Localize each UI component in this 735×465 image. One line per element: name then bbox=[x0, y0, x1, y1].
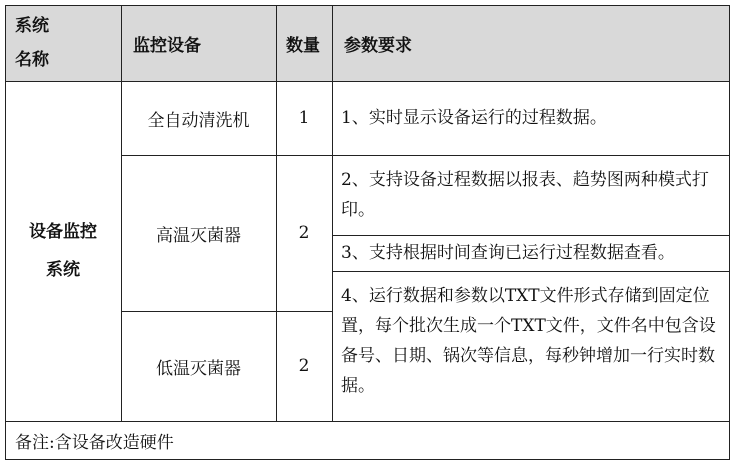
note-divider bbox=[5, 421, 730, 422]
col-divider-2 bbox=[276, 5, 277, 421]
col-divider-3 bbox=[332, 5, 333, 421]
row-divider-req-3 bbox=[332, 271, 730, 272]
device-quantity-1: 1 bbox=[298, 108, 310, 128]
device-quantity-3: 2 bbox=[298, 356, 310, 376]
header-system-name-line1: 系统 bbox=[15, 16, 49, 36]
table-border-top bbox=[5, 5, 730, 6]
col-divider-1 bbox=[121, 5, 122, 421]
requirement-4: 4、运行数据和参数以TXT文件形式存储到固定位置，每个批次生成一个TXT文件，文件名中包含设备号、日期、锅次等信息，每秒钟增加一行实时数据。 bbox=[341, 286, 716, 396]
header-system-name bbox=[5, 5, 121, 81]
header-system-name-line2: 名称 bbox=[15, 50, 49, 70]
table-border-right bbox=[729, 5, 730, 460]
system-name-cell bbox=[5, 81, 121, 421]
header-quantity: 数量 bbox=[276, 5, 332, 81]
row-divider-req-2 bbox=[332, 235, 730, 236]
table-border-left bbox=[5, 5, 6, 460]
header-divider bbox=[5, 81, 730, 82]
table-border-bottom bbox=[5, 459, 730, 460]
requirement-2: 2、支持设备过程数据以报表、趋势图两种模式打印。 bbox=[341, 170, 709, 220]
requirement-3: 3、支持根据时间查询已运行过程数据查看。 bbox=[341, 243, 675, 263]
system-name-line1: 设备监控 bbox=[29, 222, 97, 242]
device-quantity-2: 2 bbox=[298, 223, 310, 243]
system-name-line2: 系统 bbox=[46, 260, 80, 280]
device-name-3: 低温灭菌器 bbox=[156, 358, 241, 379]
device-name-1: 全自动清洗机 bbox=[147, 110, 250, 131]
header-device: 监控设备 bbox=[121, 5, 276, 81]
row-divider-devices-2 bbox=[121, 311, 332, 312]
header-requirements: 参数要求 bbox=[332, 5, 730, 81]
note-cell: 备注:含设备改造硬件 bbox=[15, 432, 174, 453]
requirement-1: 1、实时显示设备运行的过程数据。 bbox=[341, 108, 607, 128]
row-divider-1 bbox=[121, 155, 730, 156]
device-name-2: 高温灭菌器 bbox=[156, 225, 241, 246]
